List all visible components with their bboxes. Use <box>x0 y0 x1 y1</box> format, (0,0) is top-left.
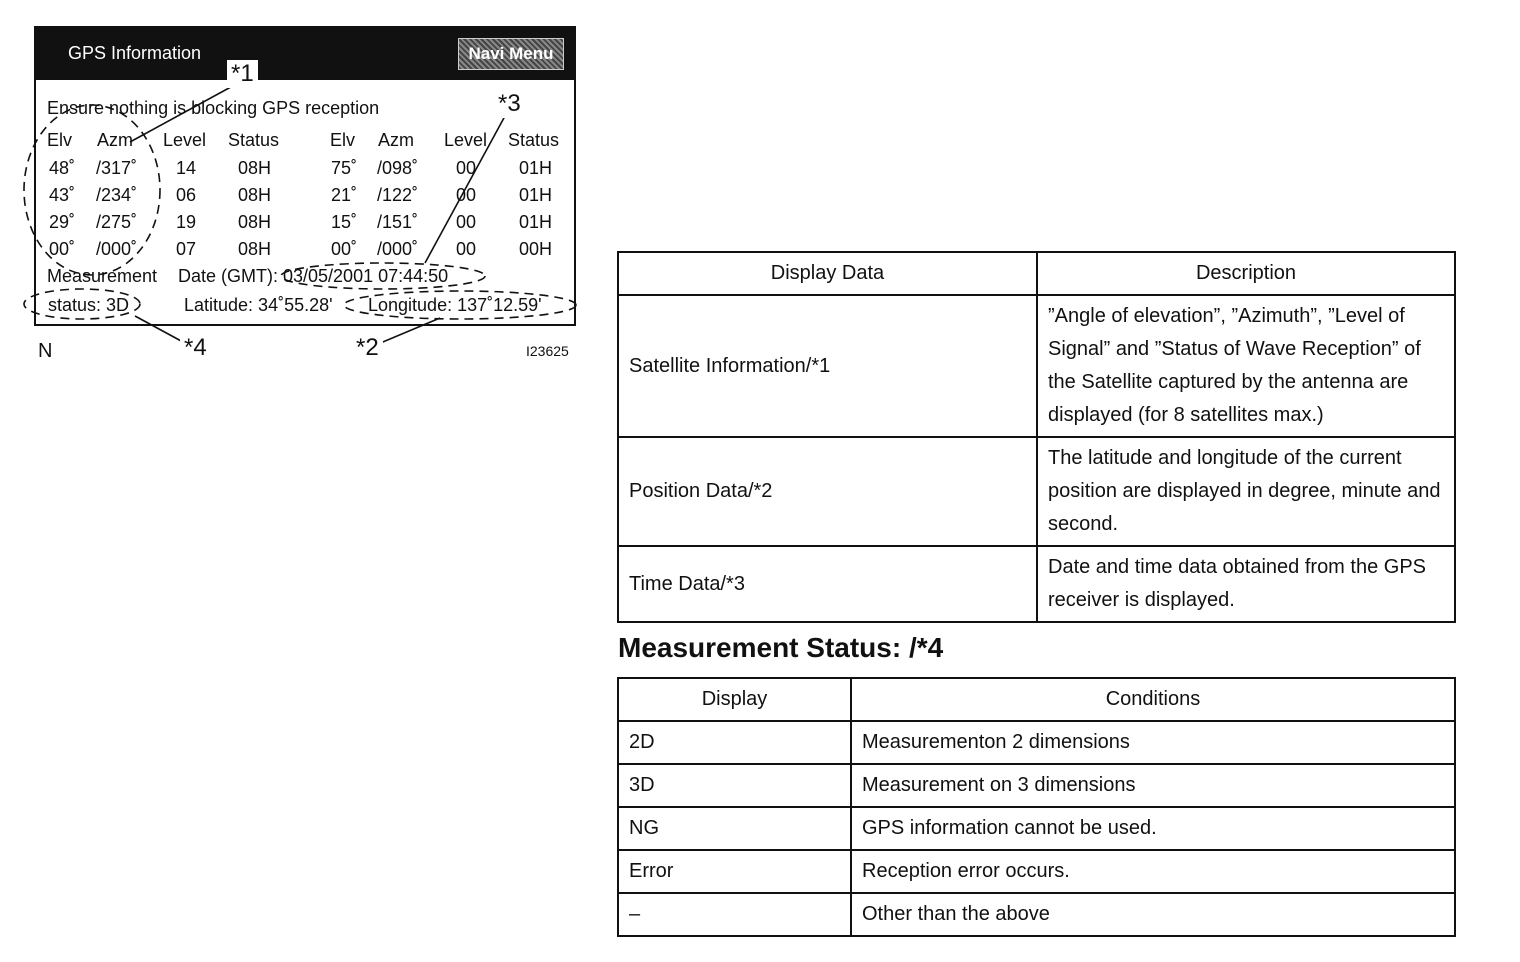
table-header-row <box>618 678 1455 721</box>
display-data-cell: Position Data/*2 <box>618 437 1037 546</box>
cell: 07 <box>176 239 197 259</box>
cell: 08H <box>238 158 272 178</box>
cell: /000˚ <box>377 239 419 259</box>
cell: 29˚ <box>49 212 76 232</box>
table-header-row <box>618 252 1455 295</box>
callout-3: *3 <box>494 90 525 118</box>
display-data-table <box>617 251 1456 623</box>
col-azm: Azm <box>97 130 133 150</box>
cell: 00 <box>456 158 477 178</box>
cell: 48˚ <box>49 158 76 178</box>
description-cell: Date and time data obtained from the GPS receiver is displayed. <box>1037 546 1455 622</box>
n-label: N <box>38 340 53 362</box>
cell: 14 <box>176 158 197 178</box>
display-cell: 3D <box>618 764 851 807</box>
navi-menu-button[interactable]: Navi Menu <box>458 38 564 70</box>
cell: 08H <box>238 212 272 232</box>
header-conditions: Conditions <box>851 678 1455 721</box>
description-cell: ”Angle of elevation”, ”Azimuth”, ”Level of Signal” and ”Status of Wave Reception” of the Satellite captured by the antenna are displayed (for 8 satellites max.) <box>1037 295 1455 437</box>
condition-cell: GPS information cannot be used. <box>851 807 1455 850</box>
col-azm-2: Azm <box>378 130 414 150</box>
figure-id: I23625 <box>526 343 569 359</box>
condition-cell: Reception error occurs. <box>851 850 1455 893</box>
condition-cell: Other than the above <box>851 893 1455 936</box>
callout-1: *1 <box>227 60 258 88</box>
table-row <box>618 437 1455 546</box>
callout-4: *4 <box>180 334 211 362</box>
cell: /151˚ <box>377 212 419 232</box>
display-cell: 2D <box>618 721 851 764</box>
col-status-2: Status <box>508 130 560 150</box>
display-cell: – <box>618 893 851 936</box>
table-row <box>618 807 1455 850</box>
callout-overlay <box>0 0 620 370</box>
condition-cell: Measurementon 2 dimensions <box>851 721 1455 764</box>
cell: 01H <box>519 185 553 205</box>
cell: /000˚ <box>96 239 138 259</box>
table-row <box>618 893 1455 936</box>
table-row <box>618 295 1455 437</box>
longitude-readout: Longitude: 137˚12.59' <box>368 295 542 315</box>
screen-title: GPS Information <box>68 43 202 63</box>
table-row <box>618 546 1455 622</box>
cell: /098˚ <box>377 158 419 178</box>
table-row <box>618 721 1455 764</box>
measurement-status-heading: Measurement Status: /*4 <box>618 632 944 663</box>
cell: /122˚ <box>377 185 419 205</box>
leader-line-3 <box>425 116 505 263</box>
cell: 01H <box>519 212 553 232</box>
description-cell: The latitude and longitude of the current position are displayed in degree, minute and second. <box>1037 437 1455 546</box>
cell: 08H <box>238 185 272 205</box>
cell: 19 <box>176 212 197 232</box>
leader-line-1 <box>130 82 240 142</box>
cell: /234˚ <box>96 185 138 205</box>
table-row <box>618 764 1455 807</box>
date-readout: Date (GMT): 03/05/2001 07:44:50 <box>178 266 449 286</box>
cell: 00 <box>456 239 477 259</box>
col-elv: Elv <box>47 130 73 150</box>
status-readout: status: 3D <box>48 295 130 315</box>
callout-ellipse-status <box>24 289 140 319</box>
cell: /275˚ <box>96 212 138 232</box>
header-display: Display <box>618 678 851 721</box>
table-row <box>618 850 1455 893</box>
cell: 15˚ <box>331 212 358 232</box>
latitude-readout: Latitude: 34˚55.28' <box>184 295 333 315</box>
leader-line-4 <box>135 316 183 342</box>
display-data-cell: Time Data/*3 <box>618 546 1037 622</box>
cell: 00 <box>456 185 477 205</box>
cell: 08H <box>238 239 272 259</box>
callout-ellipse-time <box>281 263 485 289</box>
cell: 21˚ <box>331 185 358 205</box>
callout-ellipse-position <box>344 291 576 319</box>
cell: 75˚ <box>331 158 358 178</box>
cell: 00 <box>456 212 477 232</box>
cell: 43˚ <box>49 185 76 205</box>
col-status: Status <box>228 130 280 150</box>
display-cell: NG <box>618 807 851 850</box>
cell: 00H <box>519 239 553 259</box>
display-cell: Error <box>618 850 851 893</box>
cell: 00˚ <box>331 239 358 259</box>
measurement-label: Measurement <box>47 266 158 286</box>
reception-note: Ensure nothing is blocking GPS reception <box>47 98 380 118</box>
cell: 06 <box>176 185 197 205</box>
condition-cell: Measurement on 3 dimensions <box>851 764 1455 807</box>
measurement-status-table <box>617 677 1456 937</box>
callout-2: *2 <box>352 334 383 362</box>
cell: 00˚ <box>49 239 76 259</box>
col-elv-2: Elv <box>330 130 356 150</box>
header-display-data: Display Data <box>618 252 1037 295</box>
header-description: Description <box>1037 252 1455 295</box>
cell: /317˚ <box>96 158 138 178</box>
callout-ellipse-satellites <box>24 105 160 275</box>
leader-line-2 <box>378 318 440 344</box>
cell: 01H <box>519 158 553 178</box>
col-level: Level <box>163 130 207 150</box>
col-level-2: Level <box>444 130 488 150</box>
display-data-cell: Satellite Information/*1 <box>618 295 1037 437</box>
